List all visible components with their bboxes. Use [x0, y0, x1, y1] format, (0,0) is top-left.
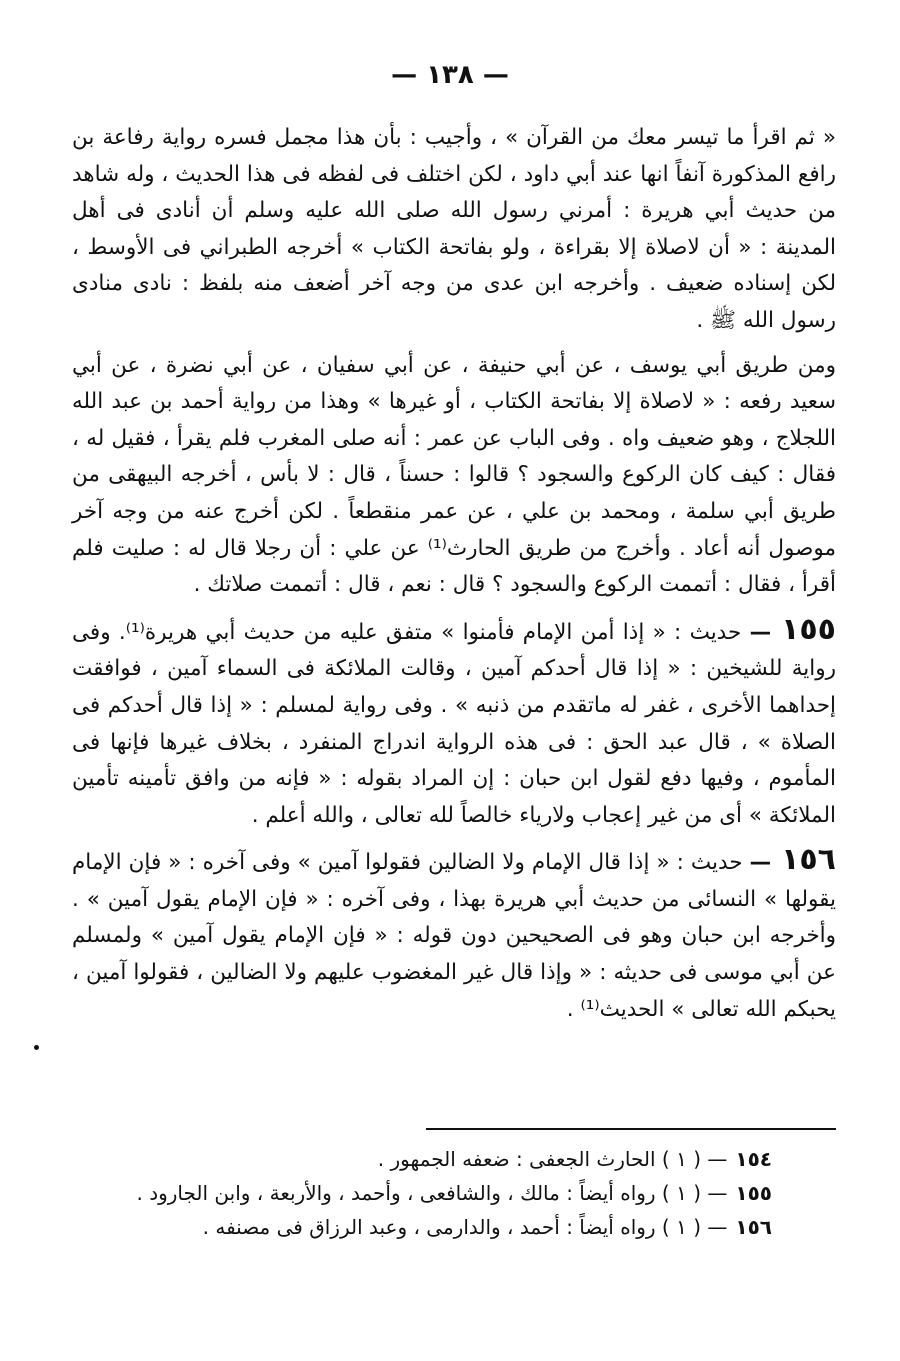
hadith-text: حديث : « إذا قال الإمام ولا الضالين فقولوا آمين » وفى آخره : « فإن الإمام يقولها » النسائى من حديث أبي هريرة بهذا ، وفى آخره : « فإن الإمام يقول آمين » . وأخرجه ابن حبان وهو فى الصحيحين دون قوله : « فإن الإمام يقول آمين » ولمسلم عن أبي موسى فى حديثه : « وإذا قال غير المغضوب عليهم ولا الضالين ، فقولوا آمين ، يحبكم الله تعالى » الحديث⁽¹⁾ .: [72, 850, 836, 1022]
footnote: [72, 1176, 772, 1210]
main-text: [72, 120, 836, 1028]
margin-dot: [34, 1045, 39, 1050]
footnote-text: — ( ١ ) الحارث الجعفى : ضعفه الجمهور .: [377, 1147, 728, 1171]
hadith-number: ١٥٦: [781, 842, 836, 878]
footnotes: [72, 1142, 772, 1244]
page-number: — ١٣٨ —: [391, 60, 509, 90]
footnote-number: ١٥٤: [735, 1147, 772, 1171]
hadith-number: ١٥٥: [781, 611, 836, 647]
footnote: [72, 1210, 772, 1244]
footnote-number: ١٥٥: [735, 1181, 772, 1205]
footnote-number: ١٥٦: [735, 1215, 772, 1239]
hadith-156: [72, 842, 836, 1028]
hadith-155: [72, 612, 836, 835]
footnote-text: — ( ١ ) رواه أيضاً : أحمد ، والدارمى ، وعبد الرزاق فى مصنفه .: [202, 1215, 728, 1239]
paragraph-2: ومن طريق أبي يوسف ، عن أبي حنيفة ، عن أبي سفيان ، عن أبي نضرة ، عن أبي سعيد رفعه : « لاصلاة إلا بفاتحة الكتاب ، أو غيرها » وهذا من رواية أحمد بن عبد الله اللجلاج ، وهو ضعيف واه . وفى الباب عن عمر : أنه صلى المغرب فلم يقرأ ، فقيل له ، فقال : كيف كان الركوع والسجود ؟ قالوا : حسناً ، قال : لا بأس ، أخرجه البيهقى من طريق أبي سلمة ، ومحمد بن علي ، عن عمر منقطعاً . لكن أخرج عنه من وجه آخر موصول أنه أعاد . وأخرج من طريق الحارث⁽¹⁾ عن علي : أن رجلا قال له : صليت فلم أقرأ ، فقال : أتممت الركوع والسجود ؟ قال : نعم ، قال : أتممت صلاتك .: [72, 352, 837, 598]
hadith-dash: —: [749, 619, 772, 645]
footnote: [72, 1142, 772, 1176]
hadith-dash: —: [749, 850, 772, 876]
paragraph-1: « ثم اقرأ ما تيسر معك من القرآن » ، وأجيب : بأن هذا مجمل فسره رواية رفاعة بن رافع المذكورة آنفاً انها عند أبي داود ، لكن اختلف فى لفظه فى هذا الحديث ، وله شاهد من حديث أبي هريرة : أمرني رسول الله صلى الله عليه وسلم أن أنادى فى أهل المدينة : « أن لاصلاة إلا بقراءة ، ولو بفاتحة الكتاب » أخرجه الطبراني فى الأوسط ، لكن إسناده ضعيف . وأخرجه ابن عدى من وجه آخر أضعف منه بلفظ : نادى منادى رسول الله ﷺ .: [72, 125, 836, 333]
footnote-divider: [426, 1128, 836, 1130]
footnote-text: — ( ١ ) رواه أيضاً : مالك ، والشافعى ، وأحمد ، والأربعة ، وابن الجارود .: [136, 1181, 728, 1205]
hadith-text: حديث : « إذا أمن الإمام فأمنوا » متفق عليه من حديث أبي هريرة⁽¹⁾. وفى رواية للشيخين : « إذا قال أحدكم آمين ، وقالت الملائكة فى السماء آمين ، فوافقت إحداهما الأخرى ، غفر له ماتقدم من ذنبه » . وفى رواية لمسلم : « إذا قال أحدكم فى الصلاة » ، قال عبد الحق : فى هذه الرواية اندراج المنفرد ، بخلاف غيرها فإنها فى المأموم ، وفيها دفع لقول ابن حبان : إن المراد بقوله : « فإنه من وافق تأمينه تأمين الملائكة » أى من غير إعجاب ولارياء خالصاً لله تعالى ، والله أعلم .: [72, 619, 836, 828]
